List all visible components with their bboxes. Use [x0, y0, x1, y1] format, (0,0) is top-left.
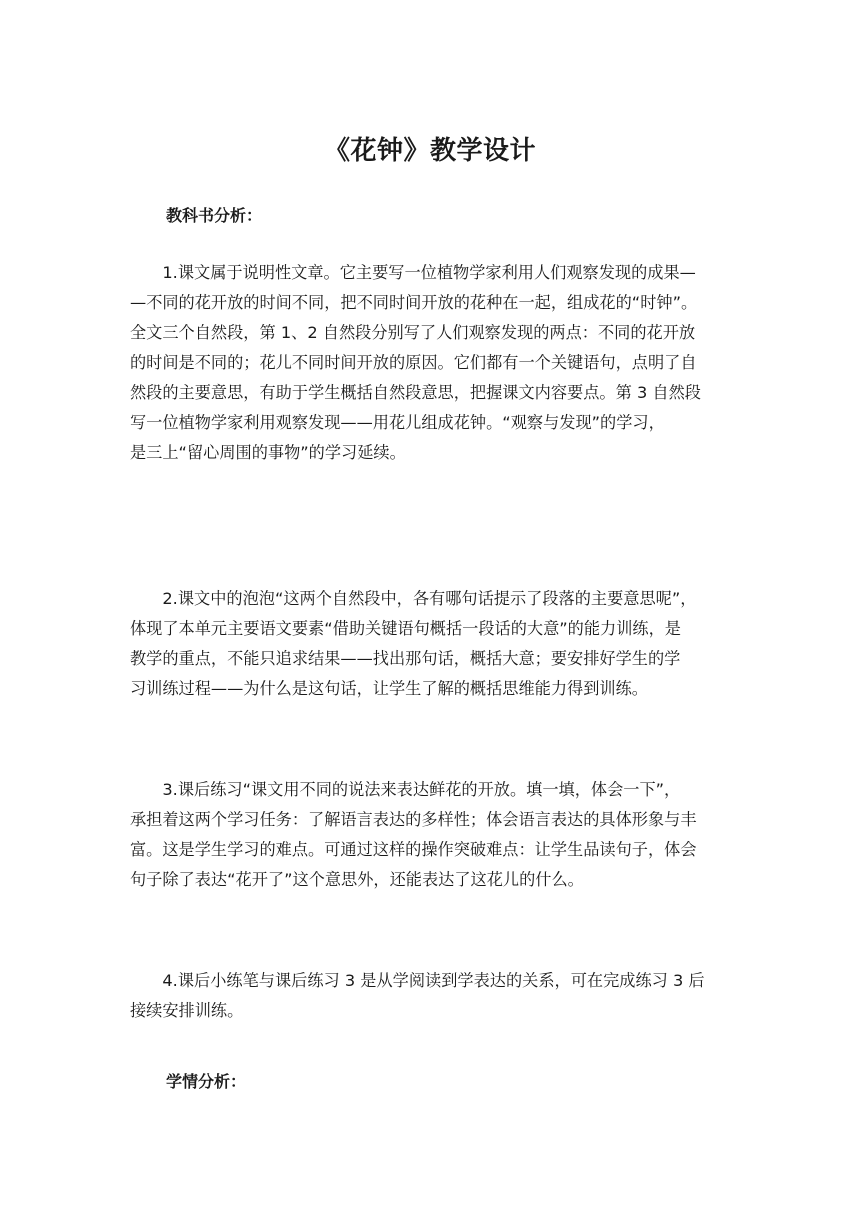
paragraph-line: 写一位植物学家利用观察发现——用花儿组成花钟。“观察与发现”的学习，: [130, 413, 665, 432]
paragraph-line: 承担着这两个学习任务：了解语言表达的多样性；体会语言表达的具体形象与丰: [130, 810, 697, 829]
paragraph-line: 教学的重点，不能只追求结果——找出那句话，概括大意；要安排好学生的学: [130, 649, 681, 668]
paragraph-line: 全文三个自然段，第 1、2 自然段分别写了人们观察发现的两点：不同的花开放: [130, 323, 696, 342]
section-heading-learner-analysis: 学情分析：: [166, 1072, 247, 1091]
paragraph-1: [130, 258, 734, 468]
paragraph-line: 然段的主要意思，有助于学生概括自然段意思，把握课文内容要点。第 3 自然段: [130, 383, 701, 402]
paragraph-line: 体现了本单元主要语文要素“借助关键语句概括一段话的大意”的能力训练，是: [130, 619, 681, 638]
paragraph-line: 习训练过程——为什么是这句话，让学生了解的概括思维能力得到训练。: [130, 679, 648, 698]
paragraph-line: 是三上“留心周围的事物”的学习延续。: [130, 443, 406, 462]
paragraph-line: 4.课后小练笔与课后练习 3 是从学阅读到学表达的关系，可在完成练习 3 后: [130, 971, 705, 990]
paragraph-line: 接续安排训练。: [130, 1001, 244, 1020]
document-title: 《花钟》教学设计: [323, 136, 536, 166]
paragraph-3: [130, 775, 734, 895]
paragraph-line: 1.课文属于说明性文章。它主要写一位植物学家利用人们观察发现的成果—: [130, 263, 696, 282]
paragraph-line: 的时间是不同的；花儿不同时间开放的原因。它们都有一个关键语句，点明了自: [130, 353, 697, 372]
paragraph-line: 2.课文中的泡泡“这两个自然段中，各有哪句话提示了段落的主要意思呢”，: [130, 589, 697, 608]
paragraph-line: 富。这是学生学习的难点。可通过这样的操作突破难点：让学生品读句子，体会: [130, 840, 697, 859]
paragraph-line: 句子除了表达“花开了”这个意思外，还能表达了这花儿的什么。: [130, 870, 584, 889]
section-heading-textbook-analysis: 教科书分析：: [166, 206, 263, 225]
paragraph-2: [130, 584, 734, 704]
paragraph-line: —不同的花开放的时间不同，把不同时间开放的花种在一起，组成花的“时钟”。: [130, 293, 698, 312]
paragraph-line: 3.课后练习“课文用不同的说法来表达鲜花的开放。填一填，体会一下”，: [130, 780, 681, 799]
paragraph-4: [130, 966, 734, 1026]
